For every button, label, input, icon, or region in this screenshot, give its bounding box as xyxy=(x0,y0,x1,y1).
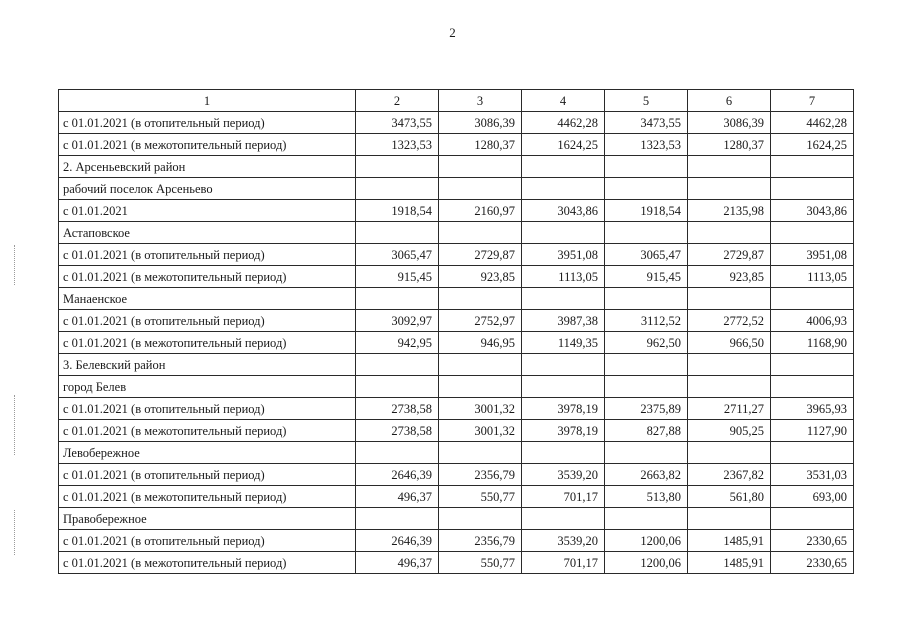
tariff-value: 3043,86 xyxy=(771,200,854,222)
row-label: с 01.01.2021 (в межотопительный период) xyxy=(59,486,356,508)
tariff-value: 3951,08 xyxy=(771,244,854,266)
column-header-4: 4 xyxy=(522,90,605,112)
tariff-value: 2356,79 xyxy=(439,530,522,552)
tariff-value: 3086,39 xyxy=(439,112,522,134)
tariff-value: 701,17 xyxy=(522,552,605,574)
row-label: с 01.01.2021 (в межотопительный период) xyxy=(59,266,356,288)
section-heading-row xyxy=(59,376,854,398)
empty-cell xyxy=(688,442,771,464)
tariff-value: 2160,97 xyxy=(439,200,522,222)
tariff-value: 3951,08 xyxy=(522,244,605,266)
row-label: с 01.01.2021 (в межотопительный период) xyxy=(59,134,356,156)
tariff-value: 2711,27 xyxy=(688,398,771,420)
tariff-value: 2663,82 xyxy=(605,464,688,486)
tariff-table xyxy=(58,89,854,574)
tariff-value: 1918,54 xyxy=(356,200,439,222)
section-heading: Левобережное xyxy=(59,442,356,464)
tariff-value: 4462,28 xyxy=(771,112,854,134)
tariff-value: 1113,05 xyxy=(771,266,854,288)
tariff-value: 2752,97 xyxy=(439,310,522,332)
empty-cell xyxy=(356,376,439,398)
empty-cell xyxy=(771,178,854,200)
empty-cell xyxy=(439,354,522,376)
tariff-value: 3043,86 xyxy=(522,200,605,222)
section-heading-row xyxy=(59,288,854,310)
section-heading: 2. Арсеньевский район xyxy=(59,156,356,178)
empty-cell xyxy=(605,288,688,310)
empty-cell xyxy=(605,376,688,398)
tariff-value: 2729,87 xyxy=(688,244,771,266)
column-header-5: 5 xyxy=(605,90,688,112)
tariff-value: 3065,47 xyxy=(605,244,688,266)
table-row xyxy=(59,112,854,134)
empty-cell xyxy=(605,178,688,200)
tariff-value: 923,85 xyxy=(439,266,522,288)
margin-ticks xyxy=(14,245,16,285)
tariff-value: 3065,47 xyxy=(356,244,439,266)
empty-cell xyxy=(522,178,605,200)
empty-cell xyxy=(439,376,522,398)
table-row xyxy=(59,332,854,354)
section-heading-row xyxy=(59,222,854,244)
tariff-value: 513,80 xyxy=(605,486,688,508)
margin-ticks xyxy=(14,510,16,555)
empty-cell xyxy=(605,508,688,530)
table-row xyxy=(59,398,854,420)
tariff-value: 1323,53 xyxy=(356,134,439,156)
empty-cell xyxy=(771,508,854,530)
empty-cell xyxy=(522,288,605,310)
section-heading-row xyxy=(59,354,854,376)
tariff-value: 1918,54 xyxy=(605,200,688,222)
row-label: с 01.01.2021 (в отопительный период) xyxy=(59,398,356,420)
tariff-value: 915,45 xyxy=(356,266,439,288)
table-row xyxy=(59,486,854,508)
tariff-value: 701,17 xyxy=(522,486,605,508)
tariff-value: 2330,65 xyxy=(771,552,854,574)
empty-cell xyxy=(522,156,605,178)
tariff-value: 1624,25 xyxy=(522,134,605,156)
column-header-6: 6 xyxy=(688,90,771,112)
empty-cell xyxy=(522,222,605,244)
section-heading-row xyxy=(59,508,854,530)
tariff-value: 966,50 xyxy=(688,332,771,354)
tariff-value: 2367,82 xyxy=(688,464,771,486)
empty-cell xyxy=(605,354,688,376)
row-label: с 01.01.2021 (в отопительный период) xyxy=(59,112,356,134)
table-row xyxy=(59,200,854,222)
tariff-value: 905,25 xyxy=(688,420,771,442)
table-row xyxy=(59,244,854,266)
tariff-value: 3987,38 xyxy=(522,310,605,332)
empty-cell xyxy=(356,288,439,310)
column-header-3: 3 xyxy=(439,90,522,112)
tariff-value: 1280,37 xyxy=(439,134,522,156)
tariff-value: 3112,52 xyxy=(605,310,688,332)
tariff-value: 946,95 xyxy=(439,332,522,354)
empty-cell xyxy=(771,156,854,178)
empty-cell xyxy=(356,222,439,244)
tariff-value: 3531,03 xyxy=(771,464,854,486)
tariff-value: 962,50 xyxy=(605,332,688,354)
row-label: с 01.01.2021 (в межотопительный период) xyxy=(59,552,356,574)
empty-cell xyxy=(522,442,605,464)
section-heading-row xyxy=(59,156,854,178)
empty-cell xyxy=(522,354,605,376)
tariff-value: 3978,19 xyxy=(522,420,605,442)
table-row xyxy=(59,530,854,552)
row-label: с 01.01.2021 (в отопительный период) xyxy=(59,530,356,552)
tariff-value: 4006,93 xyxy=(771,310,854,332)
tariff-value: 1149,35 xyxy=(522,332,605,354)
empty-cell xyxy=(771,442,854,464)
table-row xyxy=(59,310,854,332)
empty-cell xyxy=(356,156,439,178)
tariff-value: 2135,98 xyxy=(688,200,771,222)
tariff-value: 2738,58 xyxy=(356,420,439,442)
tariff-value: 3539,20 xyxy=(522,530,605,552)
column-header-7: 7 xyxy=(771,90,854,112)
tariff-value: 1280,37 xyxy=(688,134,771,156)
tariff-value: 942,95 xyxy=(356,332,439,354)
section-heading-row xyxy=(59,178,854,200)
column-number-row xyxy=(59,90,854,112)
table-row xyxy=(59,266,854,288)
empty-cell xyxy=(356,442,439,464)
section-heading: город Белев xyxy=(59,376,356,398)
margin-ticks xyxy=(14,395,16,455)
tariff-value: 550,77 xyxy=(439,486,522,508)
tariff-value: 3001,32 xyxy=(439,420,522,442)
empty-cell xyxy=(771,376,854,398)
empty-cell xyxy=(688,354,771,376)
empty-cell xyxy=(605,442,688,464)
tariff-value: 1485,91 xyxy=(688,530,771,552)
empty-cell xyxy=(522,376,605,398)
empty-cell xyxy=(771,354,854,376)
row-label: с 01.01.2021 (в межотопительный период) xyxy=(59,420,356,442)
tariff-value: 915,45 xyxy=(605,266,688,288)
tariff-value: 827,88 xyxy=(605,420,688,442)
empty-cell xyxy=(439,288,522,310)
table-row xyxy=(59,420,854,442)
page-number: 2 xyxy=(449,25,456,40)
empty-cell xyxy=(522,508,605,530)
tariff-value: 561,80 xyxy=(688,486,771,508)
row-label: с 01.01.2021 (в отопительный период) xyxy=(59,244,356,266)
empty-cell xyxy=(605,156,688,178)
tariff-value: 4462,28 xyxy=(522,112,605,134)
tariff-value: 3965,93 xyxy=(771,398,854,420)
empty-cell xyxy=(688,376,771,398)
tariff-value: 2772,52 xyxy=(688,310,771,332)
tariff-value: 3978,19 xyxy=(522,398,605,420)
section-heading: Манаенское xyxy=(59,288,356,310)
tariff-value: 2729,87 xyxy=(439,244,522,266)
tariff-value: 1168,90 xyxy=(771,332,854,354)
tariff-value: 2646,39 xyxy=(356,530,439,552)
tariff-value: 3086,39 xyxy=(688,112,771,134)
empty-cell xyxy=(771,288,854,310)
section-heading: 3. Белевский район xyxy=(59,354,356,376)
tariff-value: 3473,55 xyxy=(356,112,439,134)
empty-cell xyxy=(439,156,522,178)
table-row xyxy=(59,464,854,486)
tariff-value: 3539,20 xyxy=(522,464,605,486)
table-row xyxy=(59,134,854,156)
column-header-1: 1 xyxy=(59,90,356,112)
empty-cell xyxy=(688,222,771,244)
tariff-value: 1624,25 xyxy=(771,134,854,156)
tariff-value: 2330,65 xyxy=(771,530,854,552)
section-heading: рабочий поселок Арсеньево xyxy=(59,178,356,200)
column-header-2: 2 xyxy=(356,90,439,112)
empty-cell xyxy=(771,222,854,244)
tariff-value: 2646,39 xyxy=(356,464,439,486)
row-label: с 01.01.2021 xyxy=(59,200,356,222)
empty-cell xyxy=(688,156,771,178)
tariff-value: 3001,32 xyxy=(439,398,522,420)
empty-cell xyxy=(356,178,439,200)
section-heading: Правобережное xyxy=(59,508,356,530)
row-label: с 01.01.2021 (в отопительный период) xyxy=(59,310,356,332)
tariff-value: 1127,90 xyxy=(771,420,854,442)
empty-cell xyxy=(688,288,771,310)
tariff-value: 923,85 xyxy=(688,266,771,288)
section-heading-row xyxy=(59,442,854,464)
section-heading: Астаповское xyxy=(59,222,356,244)
tariff-value: 2356,79 xyxy=(439,464,522,486)
tariff-value: 3473,55 xyxy=(605,112,688,134)
empty-cell xyxy=(356,508,439,530)
tariff-value: 550,77 xyxy=(439,552,522,574)
row-label: с 01.01.2021 (в отопительный период) xyxy=(59,464,356,486)
tariff-value: 3092,97 xyxy=(356,310,439,332)
empty-cell xyxy=(439,442,522,464)
tariff-value: 1485,91 xyxy=(688,552,771,574)
tariff-value: 1200,06 xyxy=(605,530,688,552)
row-label: с 01.01.2021 (в межотопительный период) xyxy=(59,332,356,354)
tariff-value: 2738,58 xyxy=(356,398,439,420)
empty-cell xyxy=(605,222,688,244)
empty-cell xyxy=(356,354,439,376)
empty-cell xyxy=(688,508,771,530)
tariff-value: 496,37 xyxy=(356,486,439,508)
tariff-value: 496,37 xyxy=(356,552,439,574)
empty-cell xyxy=(439,178,522,200)
table-row xyxy=(59,552,854,574)
tariff-value: 1113,05 xyxy=(522,266,605,288)
empty-cell xyxy=(439,222,522,244)
tariff-value: 2375,89 xyxy=(605,398,688,420)
tariff-value: 1200,06 xyxy=(605,552,688,574)
empty-cell xyxy=(439,508,522,530)
empty-cell xyxy=(688,178,771,200)
tariff-value: 1323,53 xyxy=(605,134,688,156)
table-body xyxy=(59,112,854,574)
tariff-value: 693,00 xyxy=(771,486,854,508)
